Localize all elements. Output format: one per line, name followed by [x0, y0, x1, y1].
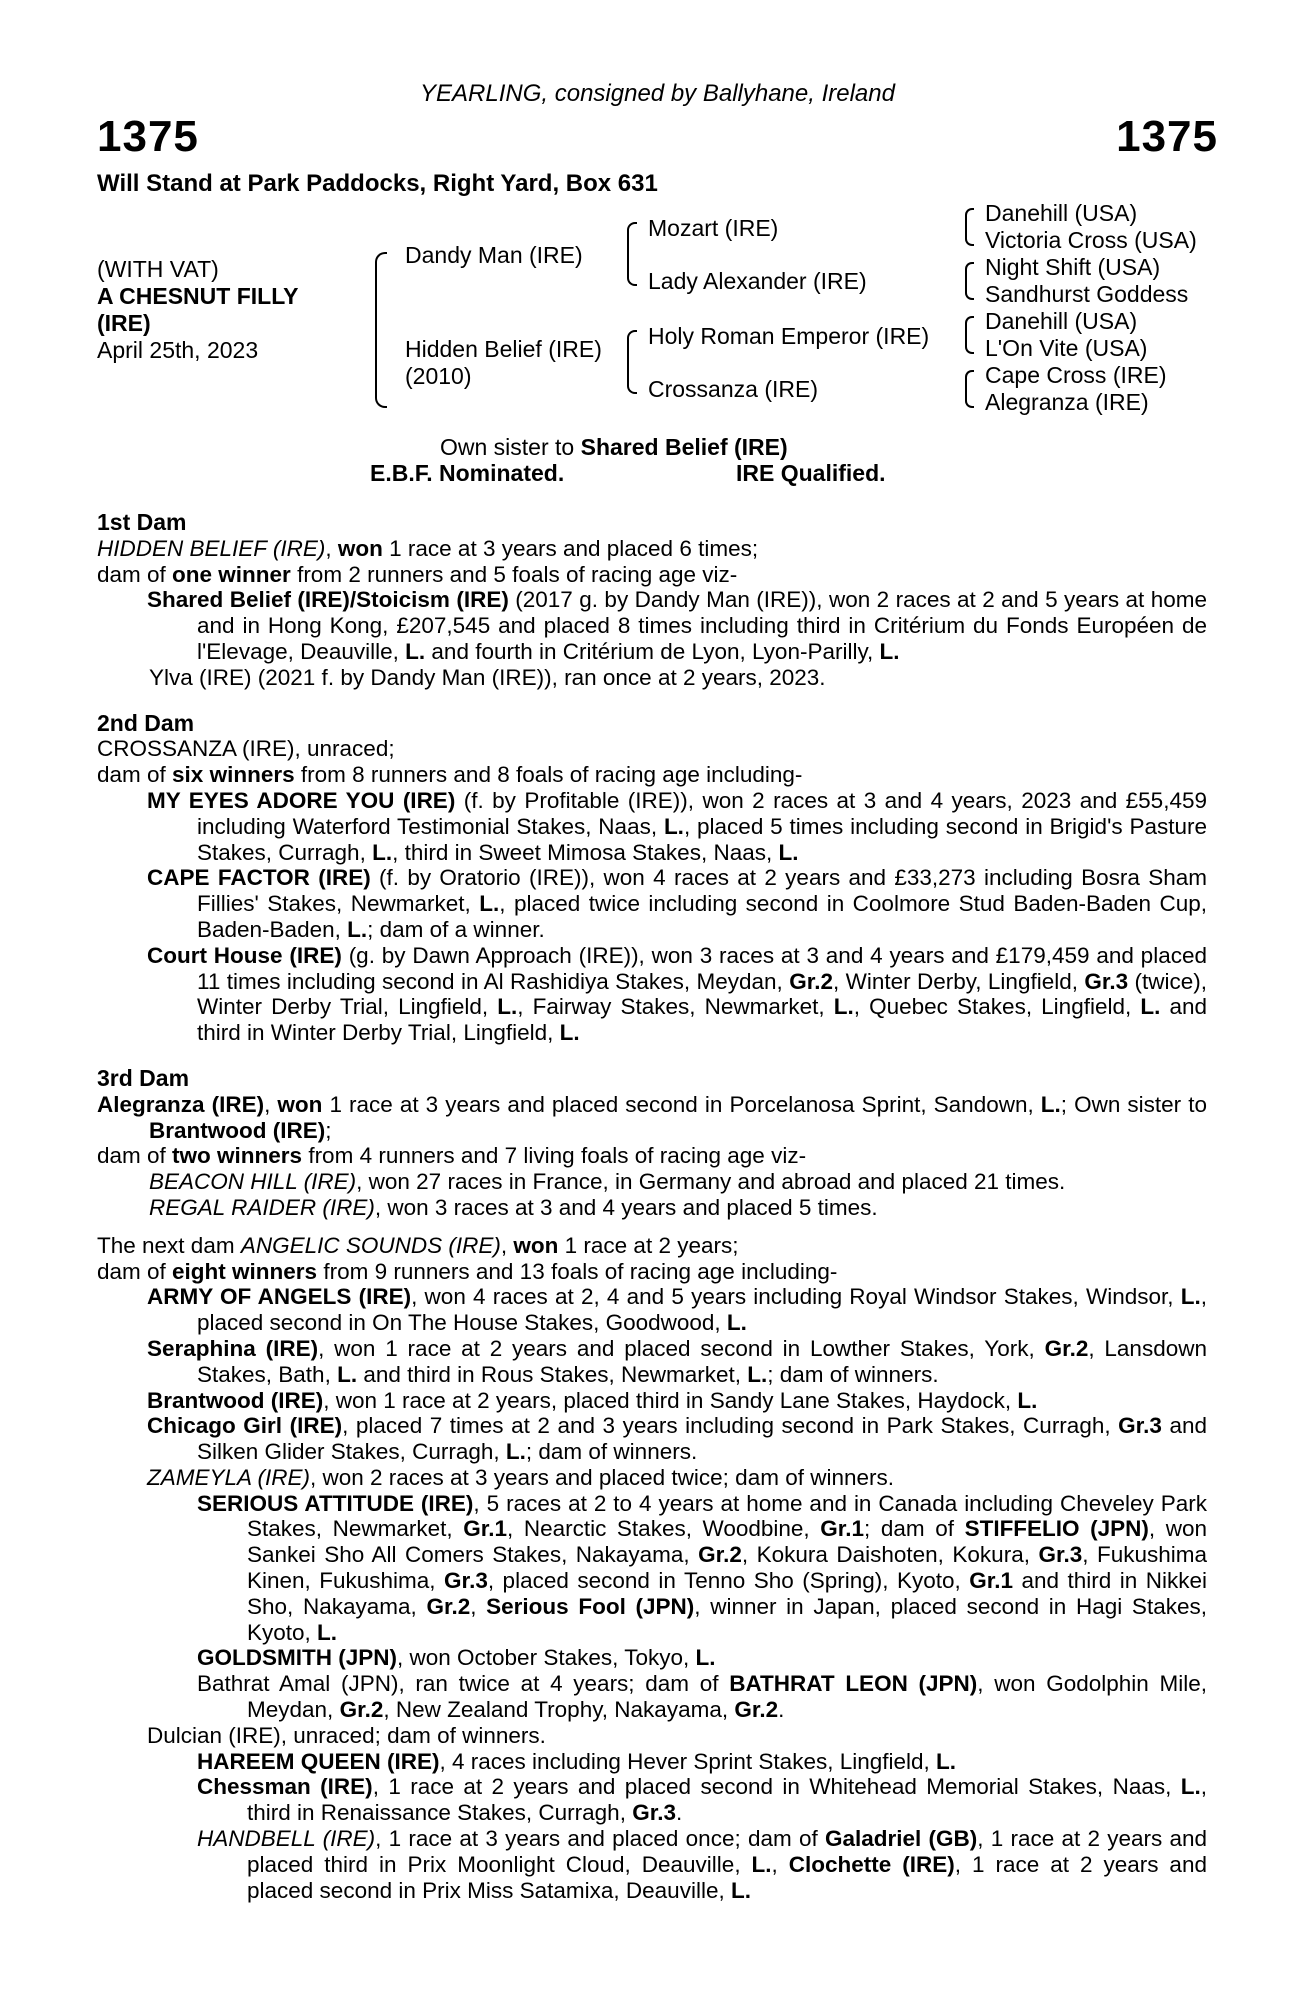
pedigree-dss: Danehill (USA) [985, 308, 1138, 334]
ebf-note: E.B.F. Nominated. [370, 460, 565, 486]
pedigree-sire-sire: Mozart (IRE) [648, 215, 779, 241]
second-dam-produce: dam of six winners from 8 runners and 8 foals of racing age including- [97, 762, 803, 788]
pedigree-brace-g3-2 [965, 262, 974, 300]
horse-name-line1: A CHESNUT FILLY [97, 283, 299, 309]
own-sister-name: Shared Belief (IRE) [580, 434, 788, 460]
pedigree-ddd: Alegranza (IRE) [985, 389, 1149, 415]
next-dam-produce: dam of eight winners from 9 runners and 13 foals of racing age including- [97, 1258, 838, 1284]
pedigree-dam-year: (2010) [405, 363, 472, 389]
pedigree-dam-dam: Crossanza (IRE) [648, 376, 818, 402]
pedigree-sss: Danehill (USA) [985, 200, 1138, 226]
horse-name-line2: (IRE) [97, 310, 151, 336]
first-dam-heading: 1st Dam [97, 509, 187, 535]
pedigree-brace-dam [627, 330, 637, 394]
ire-note: IRE Qualified. [736, 460, 886, 486]
pedigree-brace-g3-3 [965, 316, 974, 354]
produce-brantwood: Brantwood (IRE), won 1 race at 2 years, placed third in Sandy Lane Stakes, Haydock, L. [147, 1387, 1038, 1413]
produce-goldsmith: GOLDSMITH (JPN), won October Stakes, Tokyo, L. [197, 1645, 716, 1671]
produce-chessman: Chessman (IRE), 1 race at 2 years and placed second in Whitehead Memorial Stakes, Naas, L., third in Renaissance Stakes, Curragh, Gr.3. [197, 1774, 1208, 1826]
produce-army-of-angels: ARMY OF ANGELS (IRE), won 4 races at 2, 4 and 5 years including Royal Windsor Stakes, Windsor, L., placed second in On The House Stakes, Goodwood, L. [147, 1284, 1207, 1336]
produce-seraphina: Seraphina (IRE), won 1 race at 2 years and placed second in Lowther Stakes, York, Gr.2, Lansdown Stakes, Bath, L. and third in Rous Stakes, Newmarket, L.; dam of winners. [147, 1335, 1207, 1387]
pedigree-sire: Dandy Man (IRE) [405, 242, 583, 268]
pedigree-ssd: Victoria Cross (USA) [985, 227, 1197, 253]
pedigree-dsd: L'On Vite (USA) [985, 335, 1148, 361]
produce-zameyla: ZAMEYLA (IRE), won 2 races at 3 years and placed twice; dam of winners. [147, 1464, 894, 1490]
produce-handbell: HANDBELL (IRE), 1 race at 3 years and placed once; dam of Galadriel (GB), 1 race at 2 years and placed third in Prix Moonlight Cloud, Deauville, L., Clochette (IRE), 1 race at 2 years and placed second in Prix Miss Satamixa, Deauville, L. [197, 1826, 1207, 1903]
pedigree-sds: Night Shift (USA) [985, 254, 1161, 280]
produce-hareem-queen: HAREEM QUEEN (IRE), 4 races including Hever Sprint Stakes, Lingfield, L. [197, 1748, 957, 1774]
pedigree-brace-g3-4 [965, 370, 974, 408]
second-dam-line: CROSSANZA (IRE), unraced; [97, 736, 395, 762]
produce-my-eyes-adore-you: MY EYES ADORE YOU (IRE) (f. by Profitable (IRE)), won 2 races at 3 and 4 years, 2023 and £55,459 including Waterford Testimonial Stakes, Naas, L., placed 5 times including second in Brigid's Pasture Stakes, Curragh, L., third in Sweet Mimosa Stakes, Naas, L. [147, 787, 1208, 865]
produce-bathrat-amal: Bathrat Amal (JPN), ran twice at 4 years; dam of BATHRAT LEON (JPN), won Godolphin Mile, Meydan, Gr.2, New Zealand Trophy, Nakayama, Gr.2. [197, 1671, 1208, 1723]
produce-regal-raider: REGAL RAIDER (IRE), won 3 races at 3 and 4 years and placed 5 times. [149, 1194, 878, 1220]
pedigree-brace-g3-1 [965, 208, 974, 246]
catalogue-body [97, 510, 1207, 1903]
pedigree-brace-main [375, 252, 387, 408]
second-dam-heading: 2nd Dam [97, 709, 195, 736]
consignor-subtitle: YEARLING, consigned by Ballyhane, Ireland [420, 80, 895, 107]
produce-cape-factor: CAPE FACTOR (IRE) (f. by Oratorio (IRE)), won 4 races at 2 years and £33,273 including Bosra Sham Fillies' Stakes, Newmarket, L., placed twice including second in Coolmore Stud Baden-Baden Cup, Baden-Baden, L.; dam of a winner. [147, 865, 1207, 942]
produce-ylva: Ylva (IRE) (2021 f. by Dandy Man (IRE)), ran once at 2 years, 2023. [149, 664, 826, 690]
horse-dob: April 25th, 2023 [97, 337, 259, 363]
pedigree-dds: Cape Cross (IRE) [985, 362, 1167, 388]
lot-number-right: 1375 [1116, 112, 1218, 161]
produce-beacon-hill: BEACON HILL (IRE), won 27 races in France, in Germany and abroad and placed 21 times. [149, 1169, 1066, 1195]
own-sister-note [440, 434, 788, 461]
horse-identity [97, 256, 298, 364]
produce-shared-belief: Shared Belief (IRE)/Stoicism (IRE) (2017 g. by Dandy Man (IRE)), won 2 races at 2 and 5 years at home and in Hong Kong, £207,545 and placed 8 times including third in Critérium du Fonds Européen de l'Elevage, Deauville, L. and fourth in Critérium de Lyon, Lyon-Parilly, L. [147, 587, 1207, 664]
produce-chicago-girl: Chicago Girl (IRE), placed 7 times at 2 and 3 years including second in Park Stakes, Curragh, Gr.3 and Silken Glider Stakes, Curragh, L.; dam of winners. [147, 1413, 1208, 1465]
produce-dulcian: Dulcian (IRE), unraced; dam of winners. [147, 1722, 546, 1748]
pedigree-dam-sire: Holy Roman Emperor (IRE) [648, 323, 930, 349]
lot-number-left: 1375 [97, 112, 199, 161]
first-dam-line: HIDDEN BELIEF (IRE), won 1 race at 3 years and placed 6 times; [97, 535, 759, 561]
own-sister-prefix: Own sister to [440, 434, 581, 460]
pedigree-dam: Hidden Belief (IRE) [405, 336, 602, 362]
stand-location: Will Stand at Park Paddocks, Right Yard, Box 631 [97, 170, 658, 197]
pedigree-sire-dam: Lady Alexander (IRE) [648, 268, 867, 294]
vat-note: (WITH VAT) [97, 256, 219, 282]
third-dam-heading: 3rd Dam [97, 1064, 190, 1091]
produce-court-house: Court House (IRE) (g. by Dawn Approach (IRE)), won 3 races at 3 and 4 years and £179,459 and placed 11 times including second in Al Rashidiya Stakes, Meydan, Gr.2, Winter Derby, Lingfield, Gr.3 (twice), Winter Derby Trial, Lingfield, L., Fairway Stakes, Newmarket, L., Quebec Stakes, Lingfield, L. and third in Winter Derby Trial, Lingfield, L. [147, 942, 1208, 1046]
third-dam-produce: dam of two winners from 4 runners and 7 living foals of racing age viz- [97, 1143, 807, 1169]
first-dam-produce: dam of one winner from 2 runners and 5 foals of racing age viz- [97, 561, 738, 587]
pedigree-sdd: Sandhurst Goddess [985, 281, 1189, 307]
produce-serious-attitude: SERIOUS ATTITUDE (IRE), 5 races at 2 to 4 years at home and in Canada including Cheveley Park Stakes, Newmarket, Gr.1, Nearctic Stakes, Woodbine, Gr.1; dam of STIFFELIO (JPN), won Sankei Sho All Comers Stakes, Nakayama, Gr.2, Kokura Daishoten, Kokura, Gr.3, Fukushima Kinen, Fukushima, Gr.3, placed second in Tenno Sho (Spring), Kyoto, Gr.1 and third in Nikkei Sho, Nakayama, Gr.2, Serious Fool (JPN), winner in Japan, placed second in Hagi Stakes, Kyoto, L. [197, 1490, 1208, 1645]
third-dam-line: Alegranza (IRE), won 1 race at 3 years and placed second in Porcelanosa Sprint, Sandown, L.; Own sister to Brantwood (IRE); [97, 1091, 1207, 1143]
next-dam-line: The next dam ANGELIC SOUNDS (IRE), won 1 race at 2 years; [97, 1232, 739, 1258]
pedigree-brace-sire [627, 222, 637, 286]
